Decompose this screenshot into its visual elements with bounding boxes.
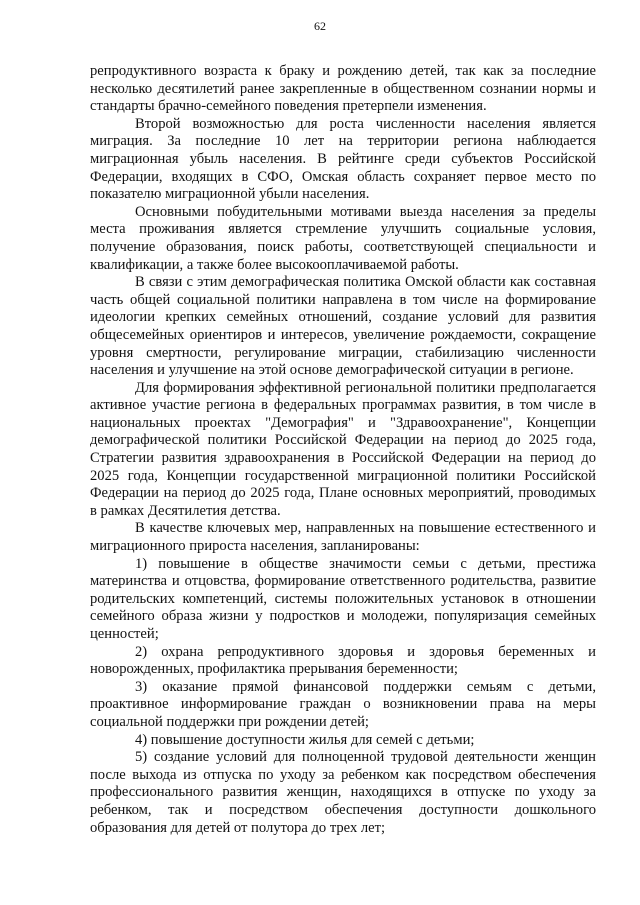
list-item-measure-4: 4) повышение доступности жилья для семей с детьми; [135, 731, 475, 748]
paragraph-migration: Второй возможностью для роста численности населения является миграция. За последние 10 лет на территории региона наблюдается миграционная убыль населения. В рейтинге среди субъектов Российской Федерации, входящих в СФО, Омская область сохраняет первое место по показателю миграционной убыли населения. [90, 115, 596, 203]
document-body [90, 63, 596, 837]
list-item-measure-1: 1) повышение в обществе значимости семьи с детьми, престижа материнства и отцовства, формирование ответственного родительства, развитие родительских компетенций, системы положительных установок в отношении семейного образа жизни у подростков и молодежи, популяризация семейных ценностей; [90, 555, 596, 642]
paragraph-continuation: репродуктивного возраста к браку и рождению детей, так как за последние несколько десятилетий ранее закрепленные в общественном сознании нормы и стандарты брачно-семейного поведения претерпели изменения. [90, 63, 596, 115]
paragraph-federal-programs: Для формирования эффективной региональной политики предполагается активное участие региона в федеральных программах развития, в том числе в национальных проектах "Демография" и "Здравоохранение", Концепции демографической политики Российской Федерации на период до 2025 года, Стратегии развития здравоохранения в Российской Федерации на период до 2025 года, Концепции государственной миграционной политики Российской Федерации на период до 2025 года, Плане основных мероприятий, проводимых в рамках Десятилетия детства. [90, 379, 596, 519]
paragraph-motives: Основными побудительными мотивами выезда населения за пределы места проживания является стремление улучшить социальные условия, получение образования, поиск работы, соответствующей специальности и квалификации, а также более высокооплачиваемой работы. [90, 203, 596, 273]
paragraph-key-measures-intro: В качестве ключевых мер, направленных на повышение естественного и миграционного прироста населения, запланированы: [90, 520, 596, 555]
page-number: 62 [314, 19, 326, 33]
list-item-measure-5: 5) создание условий для полноценной трудовой деятельности женщин после выхода из отпуска по уходу за ребенком как посредством обеспечения профессионального развития женщин, находящихся в отпуске по уходу за ребенком, так и посредством обеспечения доступности дошкольного образования для детей от полутора до трех лет; [90, 749, 596, 836]
list-item-measure-2: 2) охрана репродуктивного здоровья и здоровья беременных и новорожденных, профилактика прерывания беременности; [90, 643, 596, 678]
paragraph-policy: В связи с этим демографическая политика Омской области как составная часть общей социальной политики направлена в том числе на формирование идеологии крепких семейных отношений, создание условий для развития общесемейных ориентиров и интересов, увеличение рождаемости, сокращение уровня смертности, регулирование миграции, стабилизацию численности населения и улучшение на этой основе демографической ситуации в регионе. [90, 274, 596, 379]
list-item-measure-3: 3) оказание прямой финансовой поддержки семьям с детьми, проактивное информирование граждан о возникновении права на меры социальной поддержки при рождении детей; [90, 678, 596, 730]
